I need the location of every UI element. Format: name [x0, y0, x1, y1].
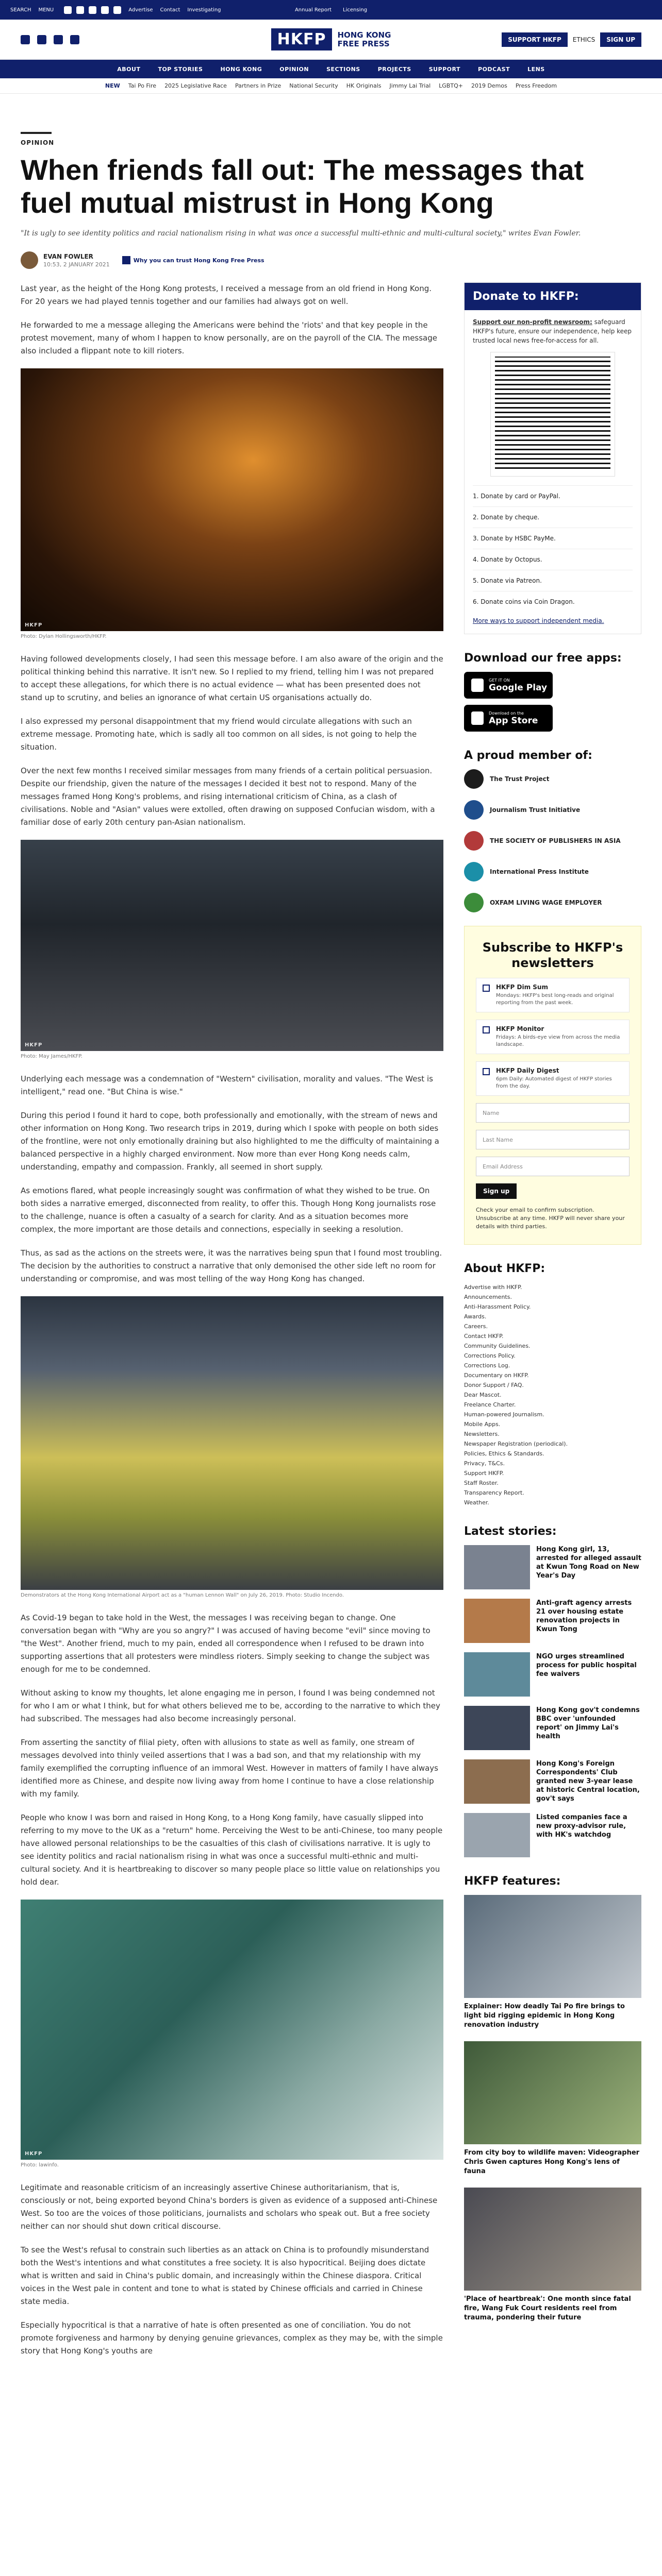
paragraph: Underlying each message was a condemnation of "Western" civilisation, morality and values. "The West is intelligent," read one. "But China is wise."	[21, 1074, 433, 1096]
donate-more-link[interactable]: More ways to support independent media.	[473, 617, 604, 624]
paragraph: As emotions flared, what people increasingly sought was confirmation of what they wished to be true. On both sides a narrative emerged, disconnected from reality, to offer this. Though Hong Kong journalists rose to the challenge, nuance is often a casualty of a search for clarity. And as a situation becomes more complex, the more important are those details and connections, especially in seeking a resolution.	[21, 1186, 436, 1234]
trending-link[interactable]: National Security	[289, 82, 338, 89]
story-thumbnail	[464, 1545, 530, 1589]
paragraph: Especially hypocritical is that a narrative of hate is often presented as one of conciliation. You do not promote forgiveness and harmony by denying genuine grievances, complex as they may be, with the simple story that Hong Kong's youths are	[21, 2320, 443, 2355]
jti-icon	[464, 800, 484, 820]
facebook-icon[interactable]	[64, 6, 72, 14]
about-link[interactable]: Dear Mascot.	[464, 1392, 502, 1398]
sidebar	[464, 282, 641, 2368]
member-logo[interactable]	[464, 800, 641, 820]
donate-text-body: safeguard HKFP's future, ensure our independence, help keep trusted local news free-for-access for all.	[473, 318, 632, 344]
photo-caption: Photo: Dylan Hollingsworth/HKFP.	[21, 634, 107, 639]
content-area	[0, 282, 662, 2368]
checkbox[interactable]	[483, 985, 490, 992]
nav-item[interactable]: PROJECTS	[377, 65, 411, 73]
apps-title: Download our free apps:	[464, 652, 622, 665]
about-link[interactable]: Community Guidelines.	[464, 1343, 531, 1349]
article-title: When friends fall out: The messages that fuel mutual mistrust in Hong Kong	[21, 154, 584, 219]
nav-item[interactable]: OPINION	[279, 65, 309, 73]
new-label: NEW	[105, 82, 120, 89]
social-icons	[64, 6, 121, 14]
article-body	[21, 282, 443, 2368]
about-link[interactable]: Privacy, T&Cs.	[464, 1460, 505, 1467]
newsletter-option[interactable]	[476, 1061, 630, 1096]
main-nav	[0, 60, 662, 78]
member-logo[interactable]	[464, 769, 641, 789]
about-link[interactable]: Policies, Ethics & Standards.	[464, 1450, 544, 1457]
about-link[interactable]: Staff Roster.	[464, 1480, 499, 1486]
about-link[interactable]: Anti-Harassment Policy.	[464, 1303, 531, 1310]
article-header	[0, 132, 662, 269]
topbar-mid	[227, 7, 435, 13]
twitter-icon[interactable]	[76, 6, 84, 14]
nav-item[interactable]: TOP STORIES	[158, 65, 203, 73]
nav-item[interactable]: PODCAST	[478, 65, 510, 73]
nav-item[interactable]: LENS	[527, 65, 545, 73]
search-link[interactable]: SEARCH	[10, 7, 31, 13]
latest-story[interactable]	[464, 1545, 641, 1589]
article-photo	[21, 1296, 443, 1590]
member-name: International Press Institute	[490, 868, 589, 875]
latest-story[interactable]	[464, 1813, 641, 1857]
donate-method[interactable]: 1. Donate by card or PayPal.	[473, 485, 633, 506]
latest-title: Latest stories:	[464, 1525, 557, 1538]
article-standfirst: "It is ugly to see identity politics and racial nationalism rising in what was once a successful multi-ethnic and multi-cultural society," writes Evan Fowler.	[21, 229, 581, 238]
oxfam-icon	[464, 893, 484, 912]
twitter-icon[interactable]	[37, 35, 46, 44]
nav-item[interactable]: SUPPORT	[428, 65, 461, 73]
app-store-button[interactable]	[464, 705, 553, 732]
nav-item[interactable]: ABOUT	[117, 65, 141, 73]
feature-card[interactable]	[464, 2188, 641, 2323]
newsletter-title: Subscribe to HKFP's newsletters	[482, 940, 623, 970]
sopa-icon	[464, 831, 484, 851]
trending-link[interactable]: Press Freedom	[515, 82, 557, 89]
latest-story[interactable]	[464, 1599, 641, 1643]
author-avatar	[21, 251, 38, 269]
menu-link[interactable]: MENU	[38, 7, 54, 13]
trending-link[interactable]: 2019 Demos	[471, 82, 507, 89]
article-photo	[21, 368, 443, 631]
latest-story[interactable]	[464, 1759, 641, 1804]
newsletter-option[interactable]	[476, 1020, 630, 1054]
about-link[interactable]: Human-powered Journalism.	[464, 1411, 544, 1418]
newsletter-box	[464, 926, 641, 1245]
about-link[interactable]: Weather.	[464, 1499, 489, 1506]
email-field[interactable]: Email Address	[476, 1157, 630, 1176]
photo-caption: Photo: lawinfo.	[21, 2162, 59, 2168]
trending-link[interactable]: Partners in Prize	[235, 82, 282, 89]
photo-watermark: HKFP	[25, 622, 43, 628]
photo-watermark: HKFP	[25, 1042, 43, 1048]
masthead-actions	[435, 32, 641, 47]
topbar-link[interactable]: Contact	[160, 7, 180, 13]
trending-link[interactable]: HK Originals	[346, 82, 382, 89]
story-thumbnail	[464, 1813, 530, 1857]
logo-line: HONG KONG	[337, 30, 391, 40]
donate-method[interactable]: 5. Donate via Patreon.	[473, 570, 633, 591]
masthead-socials	[21, 35, 227, 44]
trust-link-label: Why you can trust Hong Kong Free Press	[133, 257, 264, 264]
features-title: HKFP features:	[464, 1875, 561, 1888]
paragraph: During this period I found it hard to cope, both professionally and emotionally, with the stream of news and other information on Hong Kong. Two research trips in 2019, during which I spoke with people on both sides of the frontline, were not only emotionally draining but also highlighted to me the difficulty of maintaining a balanced perspective in a highly charged environment. Now more than ever Hong Kong needs calm, understanding, empathy and compassion. Frankly, all seemed in short supply.	[21, 1111, 439, 1172]
about-link[interactable]: Corrections Policy.	[464, 1352, 516, 1359]
story-headline: Anti-graft agency arrests 21 over housing estate renovation projects in Kwun Tong	[536, 1599, 632, 1633]
latest-story[interactable]	[464, 1652, 641, 1697]
member-name: The Trust Project	[490, 775, 550, 783]
about-links	[464, 1282, 641, 1507]
ipi-icon	[464, 862, 484, 882]
badge-big-text: App Store	[489, 715, 538, 726]
feature-headline: Explainer: How deadly Tai Po fire brings to light bid rigging epidemic in Hong Kong renovation industry	[464, 2003, 625, 2029]
features-section	[464, 1875, 641, 2323]
instagram-icon[interactable]	[54, 35, 63, 44]
trending-link[interactable]: Jimmy Lai Trial	[389, 82, 431, 89]
logo-line: FREE PRESS	[337, 39, 390, 48]
masthead	[0, 20, 662, 60]
top-utility-bar	[0, 0, 662, 20]
feature-headline: From city boy to wildlife maven: Videographer Chris Gwen captures Hong Kong's lens of fauna	[464, 2149, 640, 2175]
member-logo[interactable]	[464, 893, 641, 912]
nav-item[interactable]: SECTIONS	[326, 65, 360, 73]
paragraph: He forwarded to me a message alleging the Americans were behind the 'riots' and that key people in the protest movement, many of whom I happen to know personally, are on the payroll of the CIA. The message also included a flippant note to kill rioters.	[21, 320, 438, 355]
youtube-icon[interactable]	[101, 6, 109, 14]
donate-method[interactable]: 4. Donate by Octopus.	[473, 549, 633, 570]
support-button[interactable]: SUPPORT HKFP	[502, 32, 568, 47]
facebook-icon[interactable]	[21, 35, 30, 44]
about-link[interactable]: Support HKFP.	[464, 1470, 504, 1477]
paragraph: I also expressed my personal disappointment that my friend would circulate allegations with such an extreme message. Promoting hate, which is sadly all too common on all sides, is not going to help the situation.	[21, 717, 417, 752]
logo-mark: HKFP	[271, 28, 333, 50]
paragraph: Legitimate and reasonable criticism of an increasingly assertive Chinese authoritarianism, that is, consciously or not, being exported beyond China's borders is given as evidence of a supposed anti-Chinese West. So too are the voices of those politicians, journalists and scholars who speak out. But a free society neither can nor should shut down critical discourse.	[21, 2183, 438, 2231]
byline-text	[43, 253, 110, 268]
donate-method[interactable]: 2. Donate by cheque.	[473, 506, 633, 528]
publish-date: 10:53, 2 JANUARY 2021	[43, 261, 110, 268]
checkbox[interactable]	[483, 1068, 490, 1075]
first-name-field[interactable]: Name	[476, 1103, 630, 1123]
photo-watermark: HKFP	[25, 2151, 43, 2157]
topbar-link[interactable]: Investigating	[187, 7, 221, 13]
photo-caption: Demonstrators at the Hong Kong International Airport act as a "human Lennon Wall" on July 26, 2019. Photo: Studio Incendo.	[21, 1592, 344, 1598]
article-photo	[21, 840, 443, 1051]
ethics-link[interactable]: ETHICS	[572, 36, 595, 43]
about-link[interactable]: Mobile Apps.	[464, 1421, 501, 1428]
feature-image	[464, 2041, 641, 2144]
about-link[interactable]: Advertise with HKFP.	[464, 1284, 522, 1291]
about-title: About HKFP:	[464, 1262, 545, 1275]
qr-code-icon	[491, 352, 615, 476]
badge-small-text: Download on the	[489, 710, 524, 716]
newsletter-desc: 6pm Daily: Automated digest of HKFP stories from the day.	[496, 1076, 612, 1089]
article-photo	[21, 1900, 443, 2160]
newsletter-name: HKFP Dim Sum	[496, 984, 548, 991]
trending-link[interactable]: Tai Po Fire	[128, 82, 157, 89]
badge-big-text: Google Play	[489, 682, 548, 693]
checkbox[interactable]	[483, 1026, 490, 1033]
about-link[interactable]: Careers.	[464, 1323, 488, 1330]
donate-method[interactable]: 6. Donate coins via Coin Dragon.	[473, 591, 633, 612]
trending-link[interactable]: 2025 Legislative Race	[164, 82, 227, 89]
about-link[interactable]: Awards.	[464, 1313, 487, 1320]
feature-image	[464, 1895, 641, 1998]
topbar-link[interactable]: Licensing	[343, 7, 368, 13]
story-headline: Hong Kong's Foreign Correspondents' Club granted new 3-year lease at historic Central location, gov't says	[536, 1760, 640, 1803]
topbar-link[interactable]: Advertise	[128, 7, 153, 13]
members-title: A proud member of:	[464, 749, 592, 762]
paragraph: Over the next few months I received similar messages from many friends of a certain political persuasion. Despite our friendship, given the nature of the messages I decided it best not to respond. Many of the messages framed Hong Kong's problems, and rising international criticism of China, as a clash of civilisations. Noble and "Asian" values were extolled, often drawing on supposed Confucian wisdom, with a familiar dose of early 20th century pan-Asian nationalism.	[21, 766, 435, 827]
paragraph: People who know I was born and raised in Hong Kong, to a Hong Kong family, have casually slipped into referring to my move to the UK as a "return" home. Perceiving the West to be anti-Chinese, too many people have allowed personal relationships to be the casualties of this clash of civilisations narrative. It is ugly to see identity politics and racial nationalism rising in what was once a successful multi-ethnic and multi-cultural society. And it is heartbreaking to discover so many people place so little value on relationships you hold dear.	[21, 1813, 443, 1887]
feature-headline: 'Place of heartbreak': One month since fatal fire, Wang Fuk Court residents reel from trauma, pondering their future	[464, 2295, 631, 2321]
member-logo[interactable]	[464, 831, 641, 851]
nav-item[interactable]: HONG KONG	[220, 65, 262, 73]
member-name: OXFAM LIVING WAGE EMPLOYER	[490, 899, 602, 906]
paragraph: As Covid-19 began to take hold in the West, the messages I was receiving began to change. One conversation began with "Why are you so angry?" I was accused of having become "evil" since moving to "the West". Another friend, much to my pain, ended all correspondence when I refused to be drawn into supporting assertions that all protesters were mindless rioters. Simply seeking to change the subject was enough for me to be condemned.	[21, 1613, 431, 1674]
story-thumbnail	[464, 1599, 530, 1643]
donate-methods	[465, 485, 641, 617]
paragraph: Thus, as sad as the actions on the streets were, it was the narratives being spun that I found most troubling. The decision by the authorities to construct a narrative that only demonised the other side left no room for understanding or compromise, and was most telling of the way Hong Kong has changed.	[21, 1248, 442, 1283]
trending-nav	[0, 78, 662, 94]
trending-link[interactable]: LGBTQ+	[439, 82, 463, 89]
last-name-field[interactable]: Last Name	[476, 1130, 630, 1149]
donate-title: Donate to HKFP:	[465, 283, 641, 310]
about-link[interactable]: Documentary on HKFP.	[464, 1372, 529, 1379]
trust-link[interactable]	[122, 256, 264, 264]
newsletter-name: HKFP Daily Digest	[496, 1067, 559, 1074]
newsletter-desc: Mondays: HKFP's best long-reads and original reporting from the past week.	[496, 993, 614, 1006]
newsletter-desc: Fridays: A birds-eye view from across the media landscape.	[496, 1035, 620, 1047]
section-tag[interactable]: OPINION	[21, 139, 55, 146]
feature-image	[464, 2188, 641, 2291]
newsletter-name: HKFP Monitor	[496, 1025, 544, 1032]
donate-box	[464, 282, 641, 634]
youtube-icon[interactable]	[70, 35, 79, 44]
logo-wordmark	[337, 31, 391, 48]
feature-card[interactable]	[464, 1895, 641, 2030]
apple-icon	[471, 711, 484, 725]
story-headline: Listed companies face a new proxy-advisor rule, with HK's watchdog	[536, 1814, 627, 1839]
about-link[interactable]: Transparency Report.	[464, 1489, 524, 1496]
paragraph: To see the West's refusal to constrain such liberties as an attack on China is to profoundly misunderstand both the West's intentions and what constitutes a free society. It is also hypocritical. Beijing does dictate what is written and said in China's public domain, and increasingly within the Chinese diaspora. Critical voices in the West pale in content and tone to what is stated by Chinese officials and carried in Chinese state media.	[21, 2245, 429, 2306]
donate-text-bold[interactable]: Support our non-profit newsroom:	[473, 318, 592, 326]
about-link[interactable]: Corrections Log.	[464, 1362, 510, 1369]
byline	[21, 251, 641, 269]
topbar-link[interactable]: Annual Report	[294, 7, 332, 13]
signup-button[interactable]: SIGN UP	[600, 32, 641, 47]
trust-badge-icon	[122, 256, 130, 264]
story-thumbnail	[464, 1759, 530, 1804]
latest-stories	[464, 1525, 641, 1857]
author-name[interactable]: EVAN FOWLER	[43, 252, 93, 260]
newsletter-note: Check your email to confirm subscription. Unsubscribe at any time. HKFP will never share your details with third parties.	[476, 1207, 625, 1230]
section-rule	[21, 132, 52, 134]
about-section	[464, 1262, 641, 1507]
signup-submit-button[interactable]: Sign up	[476, 1183, 517, 1199]
donate-method[interactable]: 3. Donate by HSBC PayMe.	[473, 528, 633, 549]
about-link[interactable]: Newsletters.	[464, 1431, 500, 1437]
donate-text	[465, 310, 641, 352]
feature-card[interactable]	[464, 2041, 641, 2176]
paragraph: Having followed developments closely, I had seen this message before. I am also aware of the origin and the political thinking behind this narrative. It isn't new. So I replied to my friend, telling him I was not prepared to accept these allegations, for which there is no actual evidence — what has been presented does not stand up to scrutiny, and belies an ignorance of what certain US organisations actually do.	[21, 654, 443, 702]
about-link[interactable]: Newspaper Registration (periodical).	[464, 1440, 568, 1447]
latest-story[interactable]	[464, 1706, 641, 1750]
email-icon[interactable]	[113, 6, 121, 14]
about-link[interactable]: Announcements.	[464, 1294, 512, 1300]
google-play-button[interactable]	[464, 672, 553, 699]
about-link[interactable]: Contact HKFP.	[464, 1333, 504, 1340]
member-name: THE SOCIETY OF PUBLISHERS IN ASIA	[490, 837, 621, 844]
member-name: Journalism Trust Initiative	[490, 806, 581, 814]
story-thumbnail	[464, 1652, 530, 1697]
instagram-icon[interactable]	[89, 6, 96, 14]
trust-project-icon	[464, 769, 484, 789]
member-logo[interactable]	[464, 862, 641, 882]
topbar-left	[10, 6, 227, 14]
newsletter-option[interactable]	[476, 978, 630, 1012]
site-logo[interactable]	[227, 28, 435, 50]
about-link[interactable]: Freelance Charter.	[464, 1401, 516, 1408]
paragraph: From asserting the sanctity of filial piety, often with allusions to state as well as family, one stream of messages devolved into thinly veiled assertions that I was a bad son, and that my relationship with my family exemplified the corrupting influence of an immoral West. However in matters of family I have always identified more as Chinese, and despite now living away from home I continue to have a close relationship with my family.	[21, 1738, 438, 1799]
paragraph: Without asking to know my thoughts, let alone engaging me in person, I found I was being condemned not for who I am or what I think, but for what others believed me to be, according to the narrative to which they had subscribed. The messages had also become increasingly personal.	[21, 1688, 440, 1723]
story-headline: NGO urges streamlined process for public hospital fee waivers	[536, 1653, 637, 1678]
google-play-icon	[471, 679, 484, 692]
paragraph: Last year, as the height of the Hong Kong protests, I received a message from an old friend in Hong Kong. For 20 years we had played tennis together and our families had always got on well.	[21, 284, 432, 306]
story-headline: Hong Kong girl, 13, arrested for alleged assault at Kwun Tong Road on New Year's Day	[536, 1546, 641, 1580]
story-thumbnail	[464, 1706, 530, 1750]
badge-small-text: GET IT ON	[489, 677, 510, 683]
photo-caption: Photo: May James/HKFP.	[21, 1054, 82, 1059]
about-link[interactable]: Donor Support / FAQ.	[464, 1382, 524, 1388]
story-headline: Hong Kong gov't condemns BBC over 'unfounded report' on Jimmy Lai's health	[536, 1706, 640, 1740]
